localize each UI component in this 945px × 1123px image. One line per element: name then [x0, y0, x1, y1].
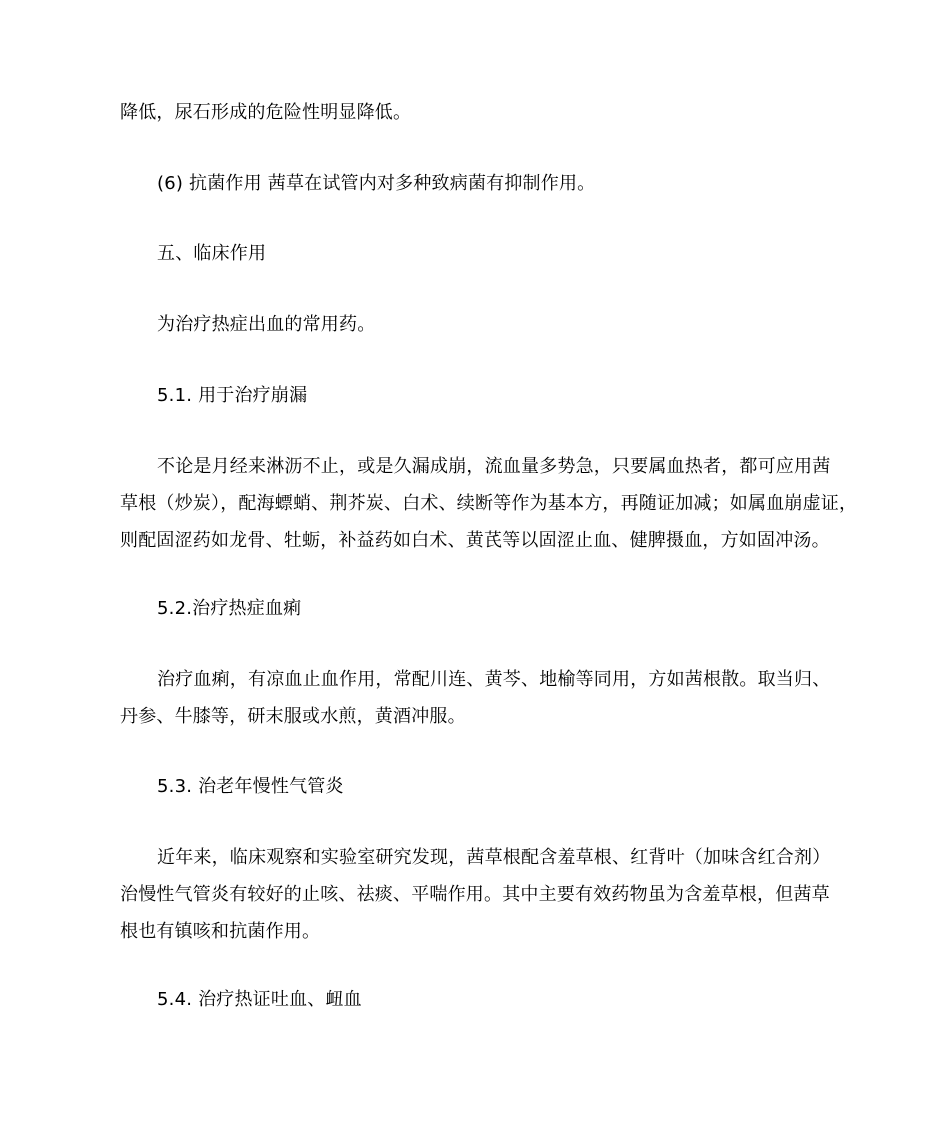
subsection-heading-5-1: 5.1. 用于治疗崩漏 — [157, 385, 308, 406]
subsection-heading-5-3: 5.3. 治老年慢性气管炎 — [157, 776, 344, 797]
paragraph-line: 治慢性气管炎有较好的止咳、祛痰、平喘作用。其中主要有效药物虽为含羞草根，但茜草 — [120, 884, 830, 905]
paragraph-line: 则配固涩药如龙骨、牡蛎，补益药如白术、黄芪等以固涩止血、健脾摄血，方如固冲汤。 — [120, 530, 830, 551]
paragraph-line: 近年来，临床观察和实验室研究发现，茜草根配含羞草根、红背叶（加味含红合剂） — [157, 847, 831, 868]
paragraph-line: 降低，尿石形成的危险性明显降低。 — [120, 102, 412, 123]
subsection-heading-5-2: 5.2.治疗热症血痢 — [157, 598, 302, 619]
paragraph-line: 为治疗热症出血的常用药。 — [157, 314, 376, 335]
paragraph-line: 不论是月经来淋沥不止，或是久漏成崩，流血量多势急，只要属血热者，都可应用茜 — [157, 456, 831, 477]
antibacterial-effect-line: (6) 抗菌作用 茜草在试管内对多种致病菌有抑制作用。 — [157, 173, 596, 194]
subsection-heading-5-4: 5.4. 治疗热证吐血、衄血 — [157, 989, 362, 1010]
paragraph-line: 治疗血痢，有凉血止血作用，常配川连、黄芩、地榆等同用，方如茜根散。取当归、 — [157, 669, 831, 690]
paragraph-line: 草根（炒炭），配海螵蛸、荆芥炭、白术、续断等作为基本方，再随证加减；如属血崩虚证， — [120, 493, 858, 514]
paragraph-line: 丹参、牛膝等，研末服或水煎，黄酒冲服。 — [120, 706, 466, 727]
paragraph-line: 根也有镇咳和抗菌作用。 — [120, 921, 321, 942]
section-heading-clinical-use: 五、临床作用 — [157, 243, 267, 264]
